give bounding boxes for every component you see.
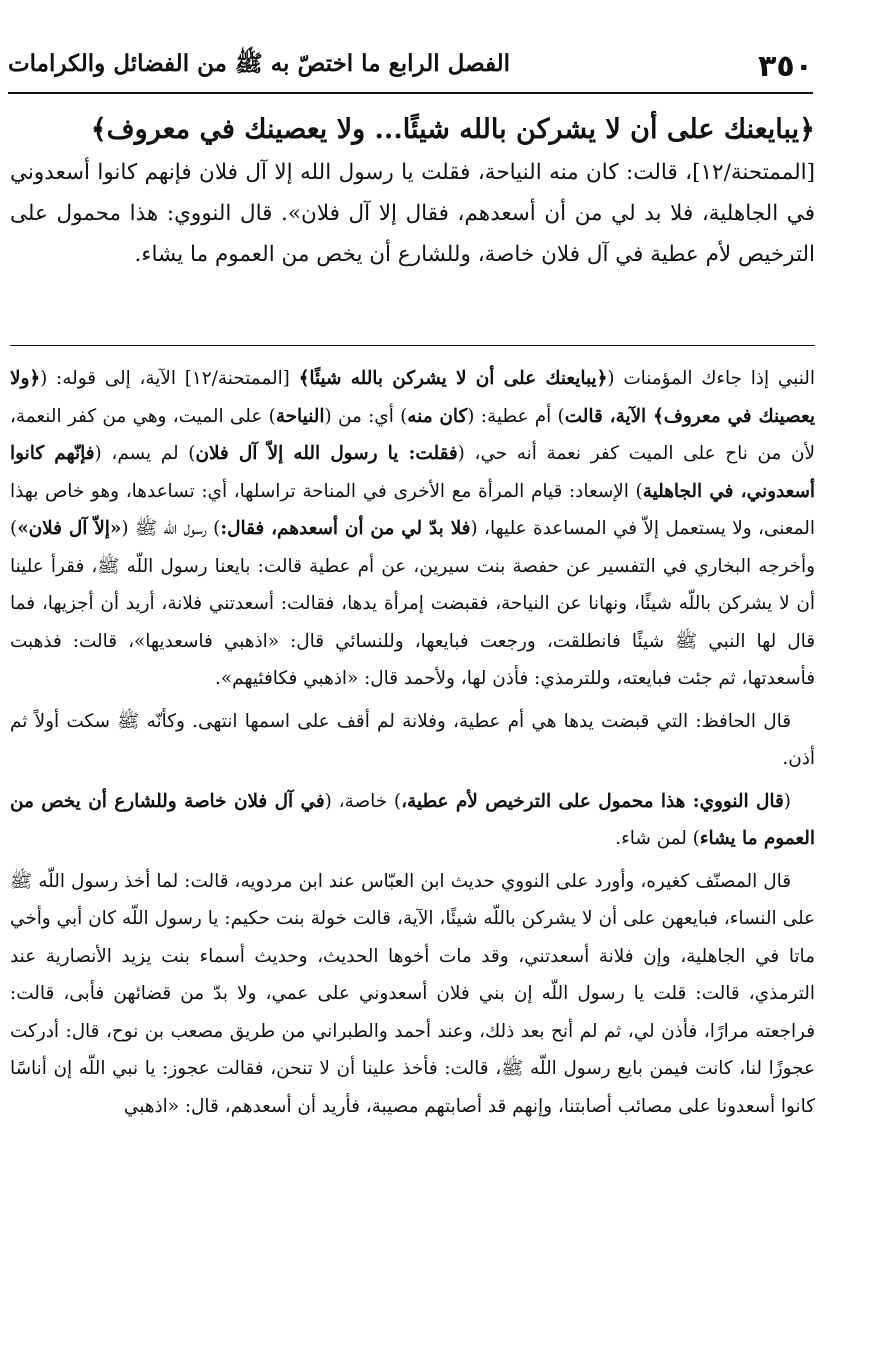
commentary-paragraph-1 <box>10 360 815 698</box>
page-number: ٣٥٠ <box>758 48 813 84</box>
commentary-paragraph-2: قال الحافظ: التي قبضت يدها هي أم عطية، وفلانة لم أقف على اسمها انتهى. وكأنّه ﷺ سكت أولاً ثم أذن. <box>10 710 815 769</box>
quoted-matn: النياحة <box>275 405 325 427</box>
quoted-matn: كان منه <box>407 405 468 427</box>
text-run: ) وأخرجه البخاري في التفسير عن حفصة بنت سيرين، عن أم عطية قالت: بايعنا رسول اللّه ﷺ، فقرأ علينا أن لا يشركن باللّه شيئًا، ونهانا عن النياحة، فقبضت إمرأة يدها، فقالت: أسعدتني فلانة، أريد أن أجزيها، فما قال لها النبي ﷺ شيئًا فانطلقت، ورجعت فبايعها، وللنسائي قال: «اذهبي فاسعديها»، قالت: فذهبت فأسعدتها، ثم جئت فبايعته، وللترمذي: فأذن لها، ولأحمد قال: «اذهبي فكافئيهم». <box>10 518 815 689</box>
commentary-block <box>10 360 815 1125</box>
text-run: ) على الميت، وهي من كفر النعمة، لأن من ناح على الميت كفر نعمة أنه حي، ( <box>10 405 815 464</box>
running-title: الفصل الرابع ما اختصّ به ﷺ من الفضائل والكرامات <box>8 50 511 77</box>
text-run: [الممتحنة/١٢] الآية، إلى قوله: ( <box>40 368 299 389</box>
text-run: ( <box>783 790 791 812</box>
quoted-verse: ﴿يبايعنك على أن لا يشركن بالله شيئًا﴾ <box>298 368 608 389</box>
main-text-body: [الممتحنة/١٢]، قالت: كان منه النياحة، فقلت يا رسول الله إلا آل فلان فإنهم كانوا أسعدوني في الجاهلية، فلا بد لي من أن أسعدهم، فقال إلا آل فلان». قال النووي: هذا محمول على الترخيص لأم عطية في آل فلان خاصة، وللشارع أن يخص من العموم ما يشاء. <box>10 160 815 267</box>
quoted-verse: ﴿ولا يعصينك في معروف﴾ الآية، قالت <box>10 368 815 427</box>
text-run: ) لم يسم، ( <box>94 443 196 464</box>
page-header <box>8 40 813 94</box>
main-text-block <box>10 108 815 275</box>
text-run: ) لمن شاء. <box>615 828 700 849</box>
text-run: ) خاصة، ( <box>324 790 402 812</box>
quoted-matn: قال النووي: هذا محمول على الترخيص لأم عطية، <box>401 790 784 812</box>
quoted-matn: «إلاّ آل فلان» <box>17 518 122 539</box>
text-run: ) رسول اللّه ﷺ ( <box>121 518 221 539</box>
quoted-matn: فإنّهم كانوا أسعدوني، في الجاهلية <box>10 443 815 502</box>
text-run: ) أي: من ( <box>324 405 408 427</box>
commentary-paragraph-4: قال المصنّف كغيره، وأورد على النووي حديث ابن العبّاس عند ابن مردويه، قالت: لما أخذ رسول اللّه ﷺ على النساء، فبايعهن على أن لا يشركن باللّه شيئًا، الآية، قالت خولة بنت حكيم: يا رسول اللّه كان أبي وأخي ماتا في الجاهلية، وإن فلانة أسعدتني، وقد مات أخوها الحديث، وحديث أسماء بنت يزيد الأنصارية عند الترمذي، قالت: قلت يا رسول اللّه إن بني فلان أسعدوني على عمي، ولا بدّ من قضائهن فأبى، قالت: فراجعته مرارًا، فأذن لي، ثم لم أنح بعد ذلك، وعند أحمد والطبراني من طريق مصعب بن نوح، قال: أدركت عجوزًا لنا، كانت فيمن بايع رسول اللّه ﷺ، قالت: فأخذ علينا أن لا تنحن، فقالت عجوز: يا نبي اللّه إن أناسًا كانوا أسعدونا على مصائب أصابتنا، وإنهم قد أصابتهم مصيبة، فأريد أن أسعدهم، قال: «اذهبي <box>10 870 815 1117</box>
footnote-divider <box>10 345 815 346</box>
quoted-matn: فقلت: يا رسول الله إلاّ آل فلان <box>195 443 458 464</box>
quran-verse: ﴿يبايعنك على أن لا يشركن بالله شيئًا... ولا يعصينك في معروف﴾ <box>90 114 815 145</box>
quoted-matn: فلا بدّ لي من أن أسعدهم، فقال: <box>220 518 471 539</box>
quoted-matn: في آل فلان خاصة وللشارع أن يخص من العموم ما يشاء <box>10 790 815 849</box>
text-run: ) الإسعاد: قيام المرأة مع الأخرى في المناحة تراسلها، أي: تساعدها، وهو خاص بهذا المعنى، ولا يستعمل إلاّ في المساعدة عليها، ( <box>10 480 815 539</box>
commentary-paragraph-3 <box>10 783 815 858</box>
text-run: ) أم عطية: ( <box>467 405 565 427</box>
text-run: النبي إذا جاءك المؤمنات ( <box>607 368 815 389</box>
